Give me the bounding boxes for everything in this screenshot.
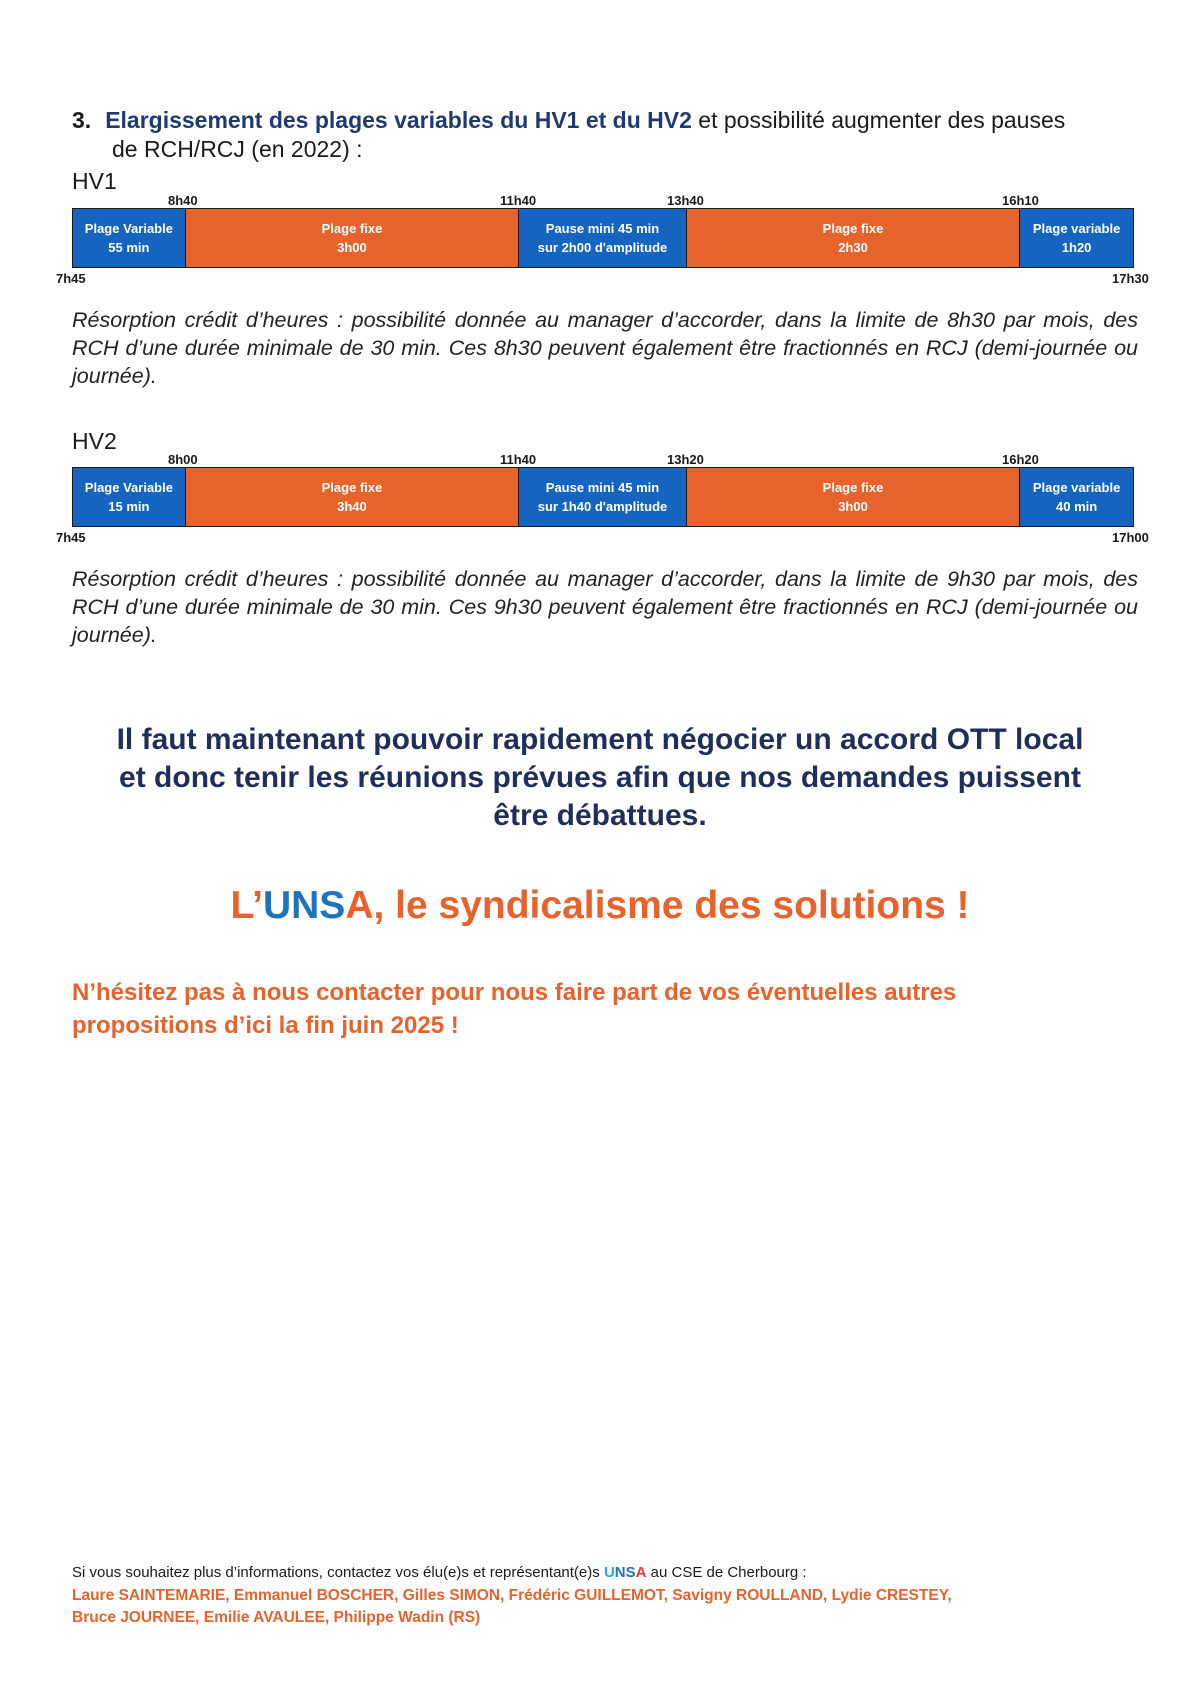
hv1-tick-2: 11h40 [500, 193, 537, 208]
hv2-segment-variable-start [73, 468, 186, 526]
contact-line-1: N’hésitez pas à nous contacter pour nous faire part de vos éventuelles autres [72, 979, 957, 1006]
segment-label: Plage fixe [321, 221, 383, 236]
unsa-slogan [60, 884, 1140, 928]
hv1-segment-fixe-2 [687, 209, 1020, 267]
segment-duration: 2h30 [838, 240, 868, 255]
hv2-label: HV2 [72, 428, 117, 454]
slogan-brand-u: U [262, 884, 292, 927]
hv1-schedule-bar [72, 208, 1134, 268]
hv2-start-time: 7h45 [56, 530, 86, 545]
hv2-segment-fixe-2 [687, 468, 1020, 526]
section-number: 3. [72, 107, 92, 133]
segment-duration: 55 min [108, 240, 150, 255]
hv1-tick-4: 16h10 [1002, 193, 1039, 208]
segment-label: Plage variable [1032, 480, 1121, 495]
section-title-line2: de RCH/RCJ (en 2022) : [112, 136, 363, 162]
segment-duration: 40 min [1056, 499, 1098, 514]
segment-duration: 15 min [108, 499, 150, 514]
representatives-list [72, 1585, 1152, 1629]
slogan-rest: , le syndicalisme des solutions ! [373, 884, 970, 927]
hv1-segment-variable-end [1020, 209, 1133, 267]
callout-line-1: Il faut maintenant pouvoir rapidement négocier un accord OTT local [116, 723, 1084, 756]
segment-label: Plage variable [1032, 221, 1121, 236]
segment-label: Plage Variable [84, 221, 173, 236]
hv2-tick-2: 11h40 [500, 452, 537, 467]
segment-label: Plage fixe [321, 480, 383, 495]
hv1-tick-3: 13h40 [667, 193, 704, 208]
hv2-segment-fixe-1 [186, 468, 519, 526]
segment-duration: 3h00 [838, 499, 868, 514]
hv1-end-time: 17h30 [1112, 271, 1149, 286]
segment-label: Plage fixe [822, 221, 884, 236]
contact-line-2: propositions d’ici la fin juin 2025 ! [72, 1012, 459, 1039]
section-heading [72, 106, 1142, 164]
callout-line-3: être débattues. [493, 799, 707, 832]
callout-line-2: et donc tenir les réunions prévues afin que nos demandes puissent [119, 761, 1081, 794]
segment-label: Pause mini 45 min [545, 221, 660, 236]
segment-duration: sur 2h00 d'amplitude [537, 240, 668, 255]
hv1-tick-1: 8h40 [168, 193, 198, 208]
hv2-schedule-bar [72, 467, 1134, 527]
names-line-2: Bruce JOURNEE, Emilie AVAULEE, Philippe Wadin (RS) [72, 1609, 481, 1626]
hv1-label: HV1 [72, 168, 117, 194]
segment-duration: sur 1h40 d'amplitude [537, 499, 668, 514]
contact-invitation [72, 976, 1138, 1042]
section-title-rest: et possibilité augmenter des pauses [691, 107, 1066, 133]
slogan-brand-ns: NS [291, 884, 346, 927]
hv1-note: Résorption crédit d’heures : possibilité donnée au manager d’accorder, dans la limite de 8h30 par mois, des RCH d’une durée minimale de 30 min. Ces 8h30 peuvent également être fractionnés en RCJ (demi-journée ou journée). [72, 308, 1138, 388]
hv1-segment-fixe-1 [186, 209, 519, 267]
names-line-1: Laure SAINTEMARIE, Emmanuel BOSCHER, Gilles SIMON, Frédéric GUILLEMOT, Savigny ROULLAND, Lydie CRESTEY, [72, 1587, 952, 1604]
hv2-tick-1: 8h00 [168, 452, 198, 467]
hv1-segment-pause [519, 209, 687, 267]
segment-label: Plage Variable [84, 480, 173, 495]
segment-label: Plage fixe [822, 480, 884, 495]
section-title-highlight: Elargissement des plages variables du HV1 et du HV2 [105, 107, 692, 133]
footer-brand-ns: NS [614, 1564, 636, 1581]
slogan-prefix: L’ [230, 884, 263, 927]
segment-duration: 3h40 [337, 499, 367, 514]
footer-intro-text: Si vous souhaitez plus d’informations, contactez vos élu(e)s et représentant(e)s [72, 1564, 604, 1581]
slogan-brand-a: A [345, 884, 374, 927]
hv2-tick-4: 16h20 [1002, 452, 1039, 467]
negotiation-callout [60, 721, 1140, 835]
footer-intro [72, 1564, 807, 1581]
footer-brand-a: A [635, 1564, 647, 1581]
hv2-segment-pause [519, 468, 687, 526]
segment-duration: 1h20 [1061, 240, 1092, 255]
footer-intro-after: au CSE de Cherbourg : [646, 1564, 807, 1581]
hv1-segment-variable-start [73, 209, 186, 267]
footer-brand-u: U [603, 1564, 615, 1581]
hv2-tick-3: 13h20 [667, 452, 704, 467]
hv2-segment-variable-end [1020, 468, 1133, 526]
segment-duration: 3h00 [337, 240, 367, 255]
hv2-end-time: 17h00 [1112, 530, 1149, 545]
hv1-start-time: 7h45 [56, 271, 86, 286]
segment-label: Pause mini 45 min [545, 480, 660, 495]
hv2-note: Résorption crédit d’heures : possibilité donnée au manager d’accorder, dans la limite de 9h30 par mois, des RCH d’une durée minimale de 30 min. Ces 9h30 peuvent également être fractionnés en RCJ (demi-journée ou journée). [72, 567, 1138, 647]
